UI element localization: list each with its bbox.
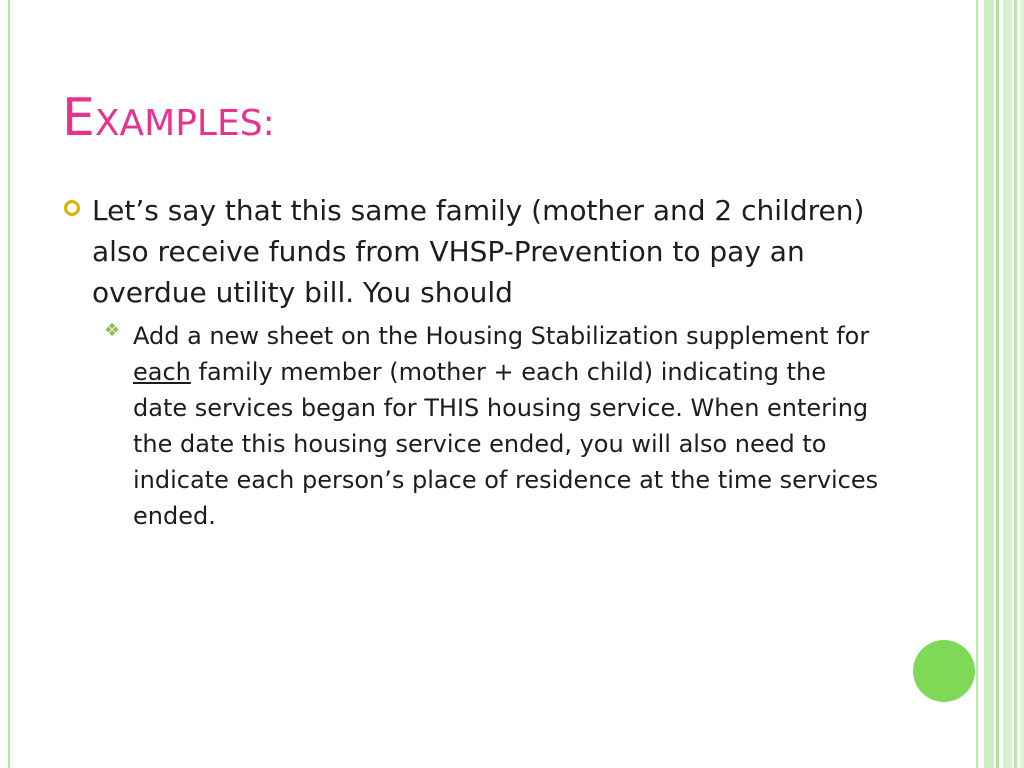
bullet-level-1-text: Let’s say that this same family (mother and 2 children) also receive funds from VHSP-Prevention to pay an overdue utility bill. You should <box>92 194 865 309</box>
hollow-circle-icon <box>64 200 80 216</box>
bullet-lead-phrase: Add a new sheet <box>133 322 334 350</box>
underlined-word: each <box>133 358 191 386</box>
stripe <box>984 0 994 768</box>
stripe <box>1014 0 1017 768</box>
stripe <box>1020 0 1024 768</box>
bullet-level-2-text <box>133 318 884 534</box>
green-circle-icon <box>913 640 975 702</box>
diamond-star-icon: ❖ <box>104 320 121 340</box>
title-initial: E <box>62 88 95 148</box>
bullet-text-part1: on the Housing Stabilization supplement for <box>333 322 870 350</box>
bullet-level-2 <box>104 318 884 534</box>
title-rest: XAMPLES: <box>94 103 275 144</box>
stripe <box>976 0 978 768</box>
stripe <box>996 0 999 768</box>
stripe <box>1003 0 1012 768</box>
right-stripe-band <box>976 0 1024 768</box>
bullet-text-part2: family member (mother + each child) indicating the date services began for THIS housing service. When entering the date this housing service ended, you will also need to indicate each person’s place of residence at the time services ended. <box>133 358 879 530</box>
left-border-line <box>8 0 10 768</box>
bullet-level-1 <box>62 190 902 313</box>
slide-title <box>62 88 275 148</box>
